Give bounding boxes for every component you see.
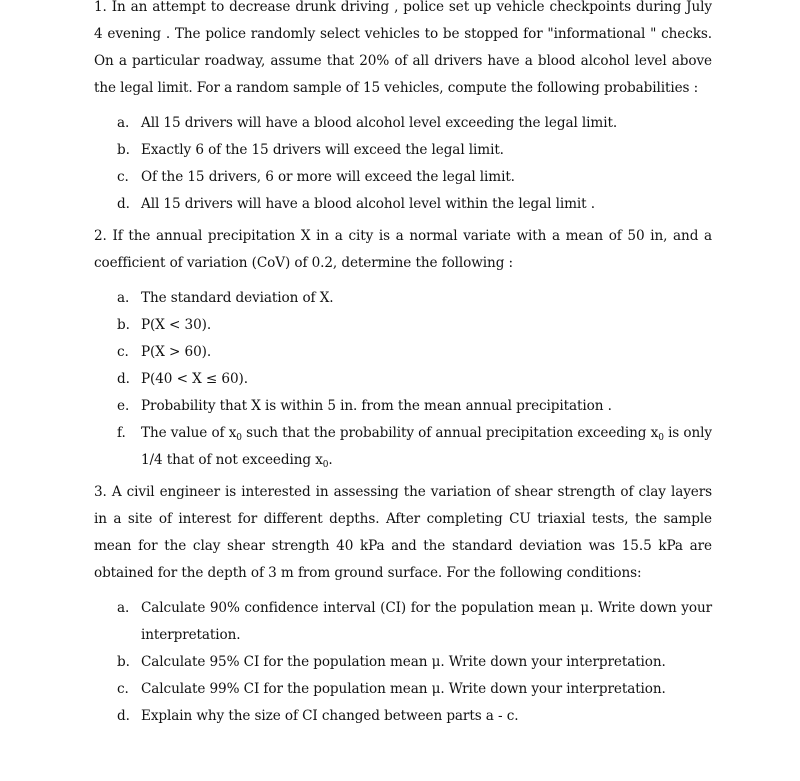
item-text: Exactly 6 of the 15 drivers will exceed the legal limit. bbox=[141, 142, 504, 158]
list-item bbox=[94, 366, 712, 393]
item-text: Calculate 95% CI for the population mean μ. Write down your interpretation. bbox=[141, 654, 666, 670]
item-text-part: The value of x bbox=[141, 425, 237, 441]
subscript: 0 bbox=[236, 433, 242, 443]
item-label: a. bbox=[117, 290, 130, 306]
question-2-intro: 2. If the annual precipitation X in a city is a normal variate with a mean of 50 in, and a coefficient of variation (CoV) of 0.2, determine the following : bbox=[94, 228, 712, 271]
item-label: f. bbox=[117, 425, 126, 441]
item-text-part: is only 1/4 that of not exceeding x bbox=[141, 425, 712, 468]
list-item bbox=[94, 110, 712, 137]
list-item bbox=[94, 676, 712, 703]
item-text: Probability that X is within 5 in. from the mean annual precipitation . bbox=[141, 398, 612, 414]
item-label: b. bbox=[117, 317, 130, 333]
list-item bbox=[94, 312, 712, 339]
item-label: d. bbox=[117, 196, 130, 212]
list-item bbox=[94, 191, 712, 218]
item-text: Of the 15 drivers, 6 or more will exceed the legal limit. bbox=[141, 169, 515, 185]
item-text: The standard deviation of X. bbox=[141, 290, 334, 306]
item-text-part: such that the probability of annual precipitation exceeding x bbox=[241, 425, 659, 441]
subscript: 0 bbox=[658, 433, 664, 443]
list-item bbox=[94, 137, 712, 164]
item-text: All 15 drivers will have a blood alcohol level within the legal limit . bbox=[141, 196, 595, 212]
question-1-intro: 1. In an attempt to decrease drunk driving , police set up vehicle checkpoints during July 4 evening . The police randomly select vehicles to be stopped for "informational " checks. On a particular roadway, assume that 20% of all drivers have a blood alcohol level above the legal limit. For a random sample of 15 vehicles, compute the following probabilities : bbox=[94, 0, 712, 96]
item-text: P(X > 60). bbox=[141, 344, 212, 360]
list-item bbox=[94, 393, 712, 420]
subscript: 0 bbox=[322, 460, 329, 470]
item-text: Explain why the size of CI changed between parts a - c. bbox=[141, 708, 519, 724]
list-item bbox=[94, 285, 712, 312]
item-label: c. bbox=[117, 344, 129, 360]
list-item bbox=[94, 595, 712, 649]
question-3-intro: 3. A civil engineer is interested in assessing the variation of shear strength of clay layers in a site of interest for different depths. After completing CU triaxial tests, the sample mean for the clay shear strength 40 kPa and the standard deviation was 15.5 kPa are obtained for the depth of 3 m from ground surface. For the following conditions: bbox=[94, 484, 712, 581]
list-item bbox=[94, 420, 712, 474]
item-label: b. bbox=[117, 142, 130, 158]
item-label: d. bbox=[117, 371, 130, 387]
document-page bbox=[94, 0, 712, 730]
item-text bbox=[141, 420, 712, 474]
item-label: a. bbox=[117, 115, 130, 131]
question-1-list bbox=[94, 110, 712, 218]
list-item bbox=[94, 649, 712, 676]
item-label: b. bbox=[117, 654, 130, 670]
item-text: Calculate 99% CI for the population mean μ. Write down your interpretation. bbox=[141, 681, 666, 697]
list-item bbox=[94, 164, 712, 191]
list-item bbox=[94, 339, 712, 366]
list-item bbox=[94, 703, 712, 730]
item-text: P(40 < X ≤ 60). bbox=[141, 371, 248, 387]
item-label: c. bbox=[117, 169, 129, 185]
item-text: Calculate 90% confidence interval (CI) for the population mean μ. Write down your interpretation. bbox=[141, 600, 712, 643]
item-text-part: . bbox=[328, 452, 333, 468]
item-label: a. bbox=[117, 600, 130, 616]
item-label: e. bbox=[117, 398, 130, 414]
question-2-list bbox=[94, 285, 712, 474]
item-text: All 15 drivers will have a blood alcohol level exceeding the legal limit. bbox=[141, 115, 618, 131]
item-label: d. bbox=[117, 708, 130, 724]
question-3-list bbox=[94, 595, 712, 730]
item-text: P(X < 30). bbox=[141, 317, 212, 333]
item-label: c. bbox=[117, 681, 129, 697]
